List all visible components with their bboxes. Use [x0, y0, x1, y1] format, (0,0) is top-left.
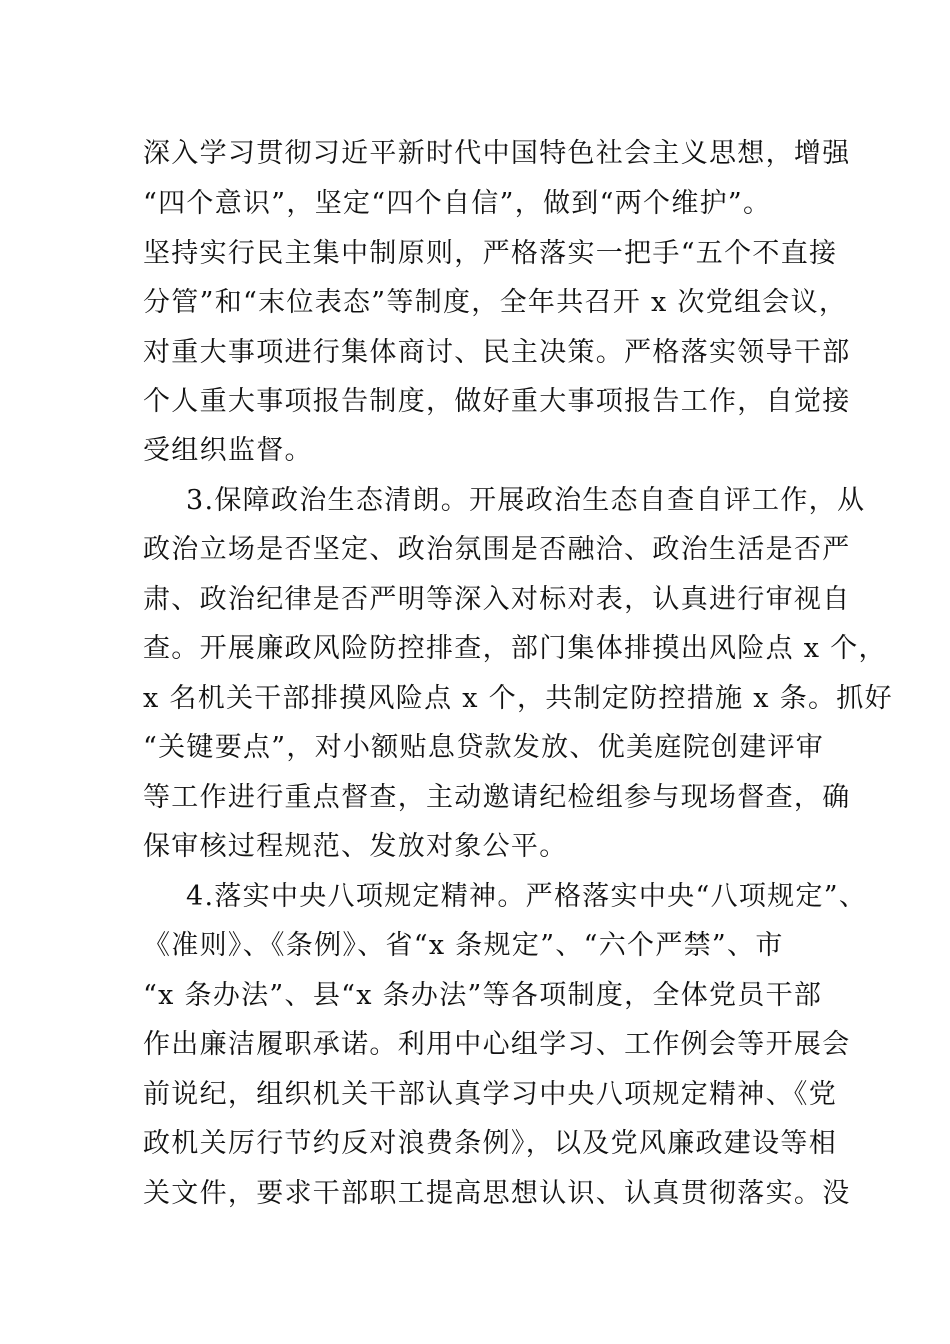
text-line: 深入学习贯彻习近平新时代中国特色社会主义思想，增强 [143, 138, 851, 169]
text-line: 等工作进行重点督查，主动邀请纪检组参与现场督查，确 [143, 782, 851, 813]
text-line: 前说纪，组织机关干部认真学习中央八项规定精神、《党 [143, 1079, 837, 1110]
text-line: 作出廉洁履职承诺。利用中心组学习、工作例会等开展会 [143, 1029, 851, 1060]
text-line: 分管”和“末位表态”等制度，全年共召开 x 次党组会议， [143, 287, 848, 318]
section-heading-3: 3.保障政治生态清朗。开展政治生态自查自评工作，从 [186, 485, 866, 516]
text-line: 查。开展廉政风险防控排查，部门集体排摸出风险点 x 个， [143, 633, 887, 664]
section-heading-4: 4.落实中央八项规定精神。严格落实中央“八项规定”、 [186, 881, 868, 912]
text-line: 个人重大事项报告制度，做好重大事项报告工作，自觉接 [143, 386, 851, 417]
text-line: “四个意识”，坚定“四个自信”，做到“两个维护”。 [143, 188, 772, 219]
text-line: “关键要点”，对小额贴息贷款发放、优美庭院创建评审 [143, 732, 825, 763]
text-line: 政机关厉行节约反对浪费条例》，以及党风廉政建设等相 [143, 1128, 837, 1159]
text-line: 《准则》、《条例》、省“x 条规定”、“六个严禁”、市 [143, 930, 784, 961]
text-line: “x 条办法”、县“x 条办法”等各项制度，全体党员干部 [143, 980, 823, 1011]
text-line: x 名机关干部排摸风险点 x 个，共制定防控措施 x 条。抓好 [143, 683, 893, 714]
text-line: 受组织监督。 [143, 435, 313, 466]
text-line: 保审核过程规范、发放对象公平。 [143, 831, 568, 862]
text-line: 关文件，要求干部职工提高思想认识、认真贯彻落实。没 [143, 1178, 851, 1209]
text-line: 坚持实行民主集中制原则，严格落实一把手“五个不直接 [143, 238, 838, 269]
text-line: 肃、政治纪律是否严明等深入对标对表，认真进行审视自 [143, 584, 851, 615]
text-line: 对重大事项进行集体商讨、民主决策。严格落实领导干部 [143, 337, 851, 368]
text-line: 政治立场是否坚定、政治氛围是否融洽、政治生活是否严 [143, 534, 851, 565]
